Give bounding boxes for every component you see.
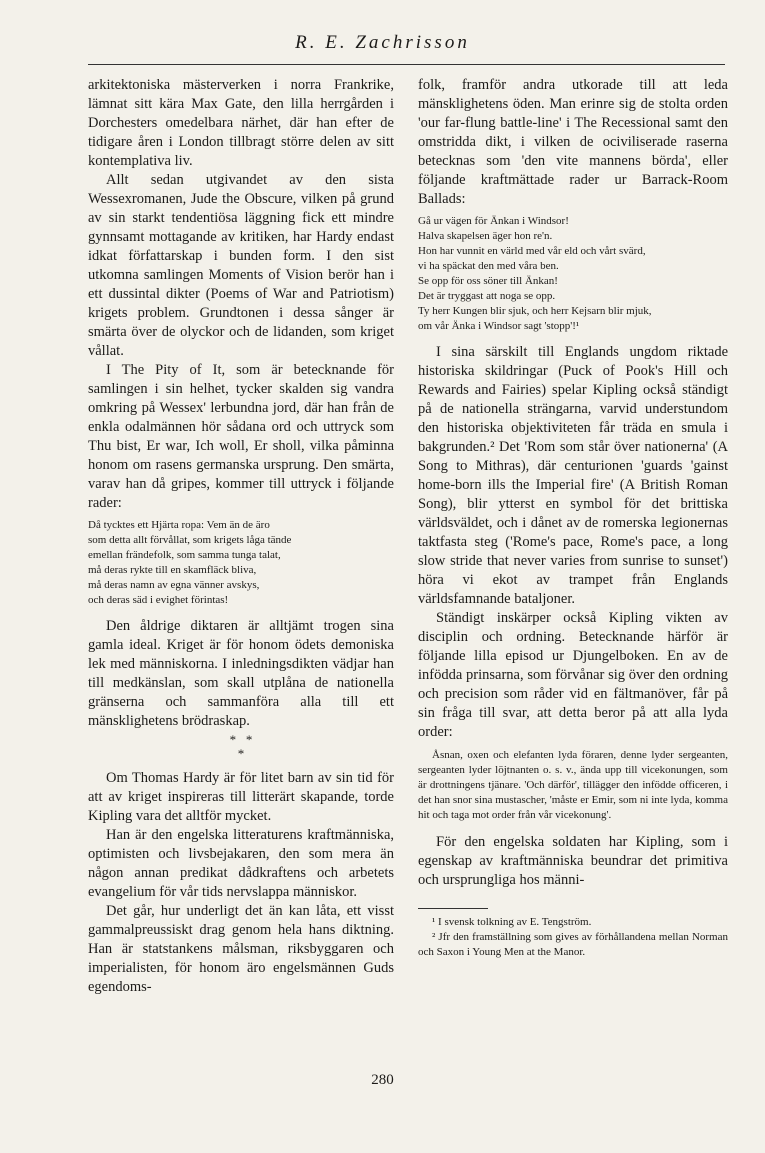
hardy-poem-quote xyxy=(88,518,394,608)
divider-stars: * * xyxy=(229,732,253,747)
poem-line: om vår Änka i Windsor sagt 'stopp'!¹ xyxy=(418,320,580,332)
poem-line: Ty herr Kungen blir sjuk, och herr Kejsarn blir mjuk, xyxy=(418,305,652,317)
paragraph: I The Pity of It, som är betecknande för samlingen i sin helhet, tycker skalden sig vandra omkring på Wessex' lerbundna jord, där han från de enkla odalmännen hör sådana ord och uttryck som Thu bist, Er war, Ich woll, Er sholl, vilka påminna honom om rasens germanska ursprung. Den smärta, varav han då gripes, kommer till uttryck i följande rader: xyxy=(88,362,394,511)
left-column xyxy=(88,76,394,997)
paragraph: arkitektoniska mästerverken i norra Frankrike, lämnat sitt kära Max Gate, den lilla herrgården i Dorchesters omedelbara närhet, där han efter de tidigare åren i London tillbragt större delen av sitt kontemplativa liv. xyxy=(88,77,394,169)
footnote: ¹ I svensk tolkning av E. Tengström. xyxy=(432,916,592,928)
divider-star: * xyxy=(237,746,245,761)
footnote: ² Jfr den framställning som gives av förhållandena mellan Norman och Saxon i Young Men at the Manor. xyxy=(418,931,728,958)
block-quote xyxy=(418,748,728,823)
poem-line: Hon har vunnit en värld med vår eld och vårt svärd, xyxy=(418,245,646,257)
poem-line: må deras rykte till en skamfläck bliva, xyxy=(88,564,257,576)
quote-text: Åsnan, oxen och elefanten lyda föraren, denne lyder sergeanten, sergeanten lyder löjtnanten o. s. v., ända upp till vicekonungen, som är drottningens tjänare. 'Och därför', tillägger den infödde officeren, i det han snor sina mustascher, 'måste er Emir, som ni inte lyda, komma hit och taga mot order från vår vicekonung'. xyxy=(418,749,728,821)
page-number: 280 xyxy=(371,1072,394,1088)
poem-line: som detta allt förvållat, som krigets låga tände xyxy=(88,534,292,546)
kipling-poem-quote xyxy=(418,214,728,334)
poem-line: Då tycktes ett Hjärta ropa: Vem än de äro xyxy=(88,519,270,531)
poem-line: Halva skapelsen äger hon re'n. xyxy=(418,230,553,242)
footnote-rule xyxy=(418,908,488,909)
poem-line: må deras namn av egna vänner avskys, xyxy=(88,579,260,591)
poem-line: Det är tryggast att noga se opp. xyxy=(418,290,556,302)
poem-line: Gå ur vägen för Änkan i Windsor! xyxy=(418,215,569,227)
paragraph: För den engelska soldaten har Kipling, som i egenskap av kraftmänniska beundrar det primitiva och ursprungliga hos männi- xyxy=(418,834,728,888)
poem-line: Se opp för oss söner till Änkan! xyxy=(418,275,558,287)
paragraph: Han är den engelska litteraturens kraftmänniska, optimisten och livsbejakaren, den som mera än någon annan predikat dådkraftens och arbetets evangelium för vår tids nervslappa människor. xyxy=(88,827,394,900)
poem-line: vi ha späckat den med våra ben. xyxy=(418,260,559,272)
paragraph: folk, framför andra utkorade till att leda mänsklighetens öden. Man erinre sig de stolta orden 'our far-flung battle-line' i The Recessional samt den omstridda dikt, i vilken de ociviliserade raserna betecknas som 'den vite mannens börda', eller följande kraftmättade rader ur Barrack-Room Ballads: xyxy=(418,77,728,207)
paragraph: Ständigt inskärper också Kipling vikten av disciplin och ordning. Betecknande härför är följande lilla episod ur Djungelboken. En av de infödda prinsarna, som förvånar sig över den ordning och precision som råder vid en fältmanöver, får på sin fråga till svar, att detta beror på att alla lyda order: xyxy=(418,610,728,740)
running-header: R. E. Zachrisson xyxy=(295,32,470,53)
section-divider xyxy=(88,733,394,761)
paragraph: Det går, hur underligt det än kan låta, ett visst gammalpreussiskt drag genom hela hans diktning. Han är statstankens målsman, riksbyggaren och imperialisten, för honom äro engelsmännen Guds egendoms- xyxy=(88,903,394,995)
poem-line: emellan frändefolk, som samma tunga talat, xyxy=(88,549,281,561)
paragraph: Den åldrige diktaren är alltjämt trogen sina gamla ideal. Kriget är för honom ödets demoniska lek med människorna. I inledningsdikten vädjar han till medkänslan, som skall utplåna de nationella gränserna och sammanföra alla till ett mänsklighetens brödraskap. xyxy=(88,618,394,729)
right-column xyxy=(418,76,728,960)
poem-line: och deras säd i evighet förintas! xyxy=(88,594,229,606)
paragraph: Om Thomas Hardy är för litet barn av sin tid för att av kriget inspireras till litterärt skapande, torde Kipling vara det alltför mycket. xyxy=(88,770,394,824)
paragraph: Allt sedan utgivandet av den sista Wessexromanen, Jude the Obscure, vilken på grund av sin starkt tendentiösa läggning fick ett mindre gynnsamt mottagande av kritiken, har Hardy endast idkat författarskap i bunden form. I den sist utkomna samlingen Moments of Vision berör han i ett dussintal dikter (Poems of War and Patriotism) krigets problem. Grundtonen i dessa sånger är smärta över de olyckor och de lidanden, som kriget vållat. xyxy=(88,172,394,359)
header-rule xyxy=(88,64,725,65)
paragraph: I sina särskilt till Englands ungdom riktade historiska skildringar (Puck of Pook's Hill och Rewards and Fairies) spelar Kipling också ständigt på de nationella strängarna, varvid understundom den historiska objektiviteten får träda en smula i bakgrunden.² Det 'Rom som står över nationerna' (A Song to Mithras), där centurionen 'guards 'gainst home-born ills the Imperial fire' (A British Roman Song), blir ytterst en symbol för det brittiska världsväldet, och i dånet av de romerska legionernas taktfasta steg ('Rome's pace, Rome's pace, a long slow stride that never varies from sunrise to sunset') höra vi ekot av trampet från Englands världsfamnande bataljoner. xyxy=(418,344,728,607)
